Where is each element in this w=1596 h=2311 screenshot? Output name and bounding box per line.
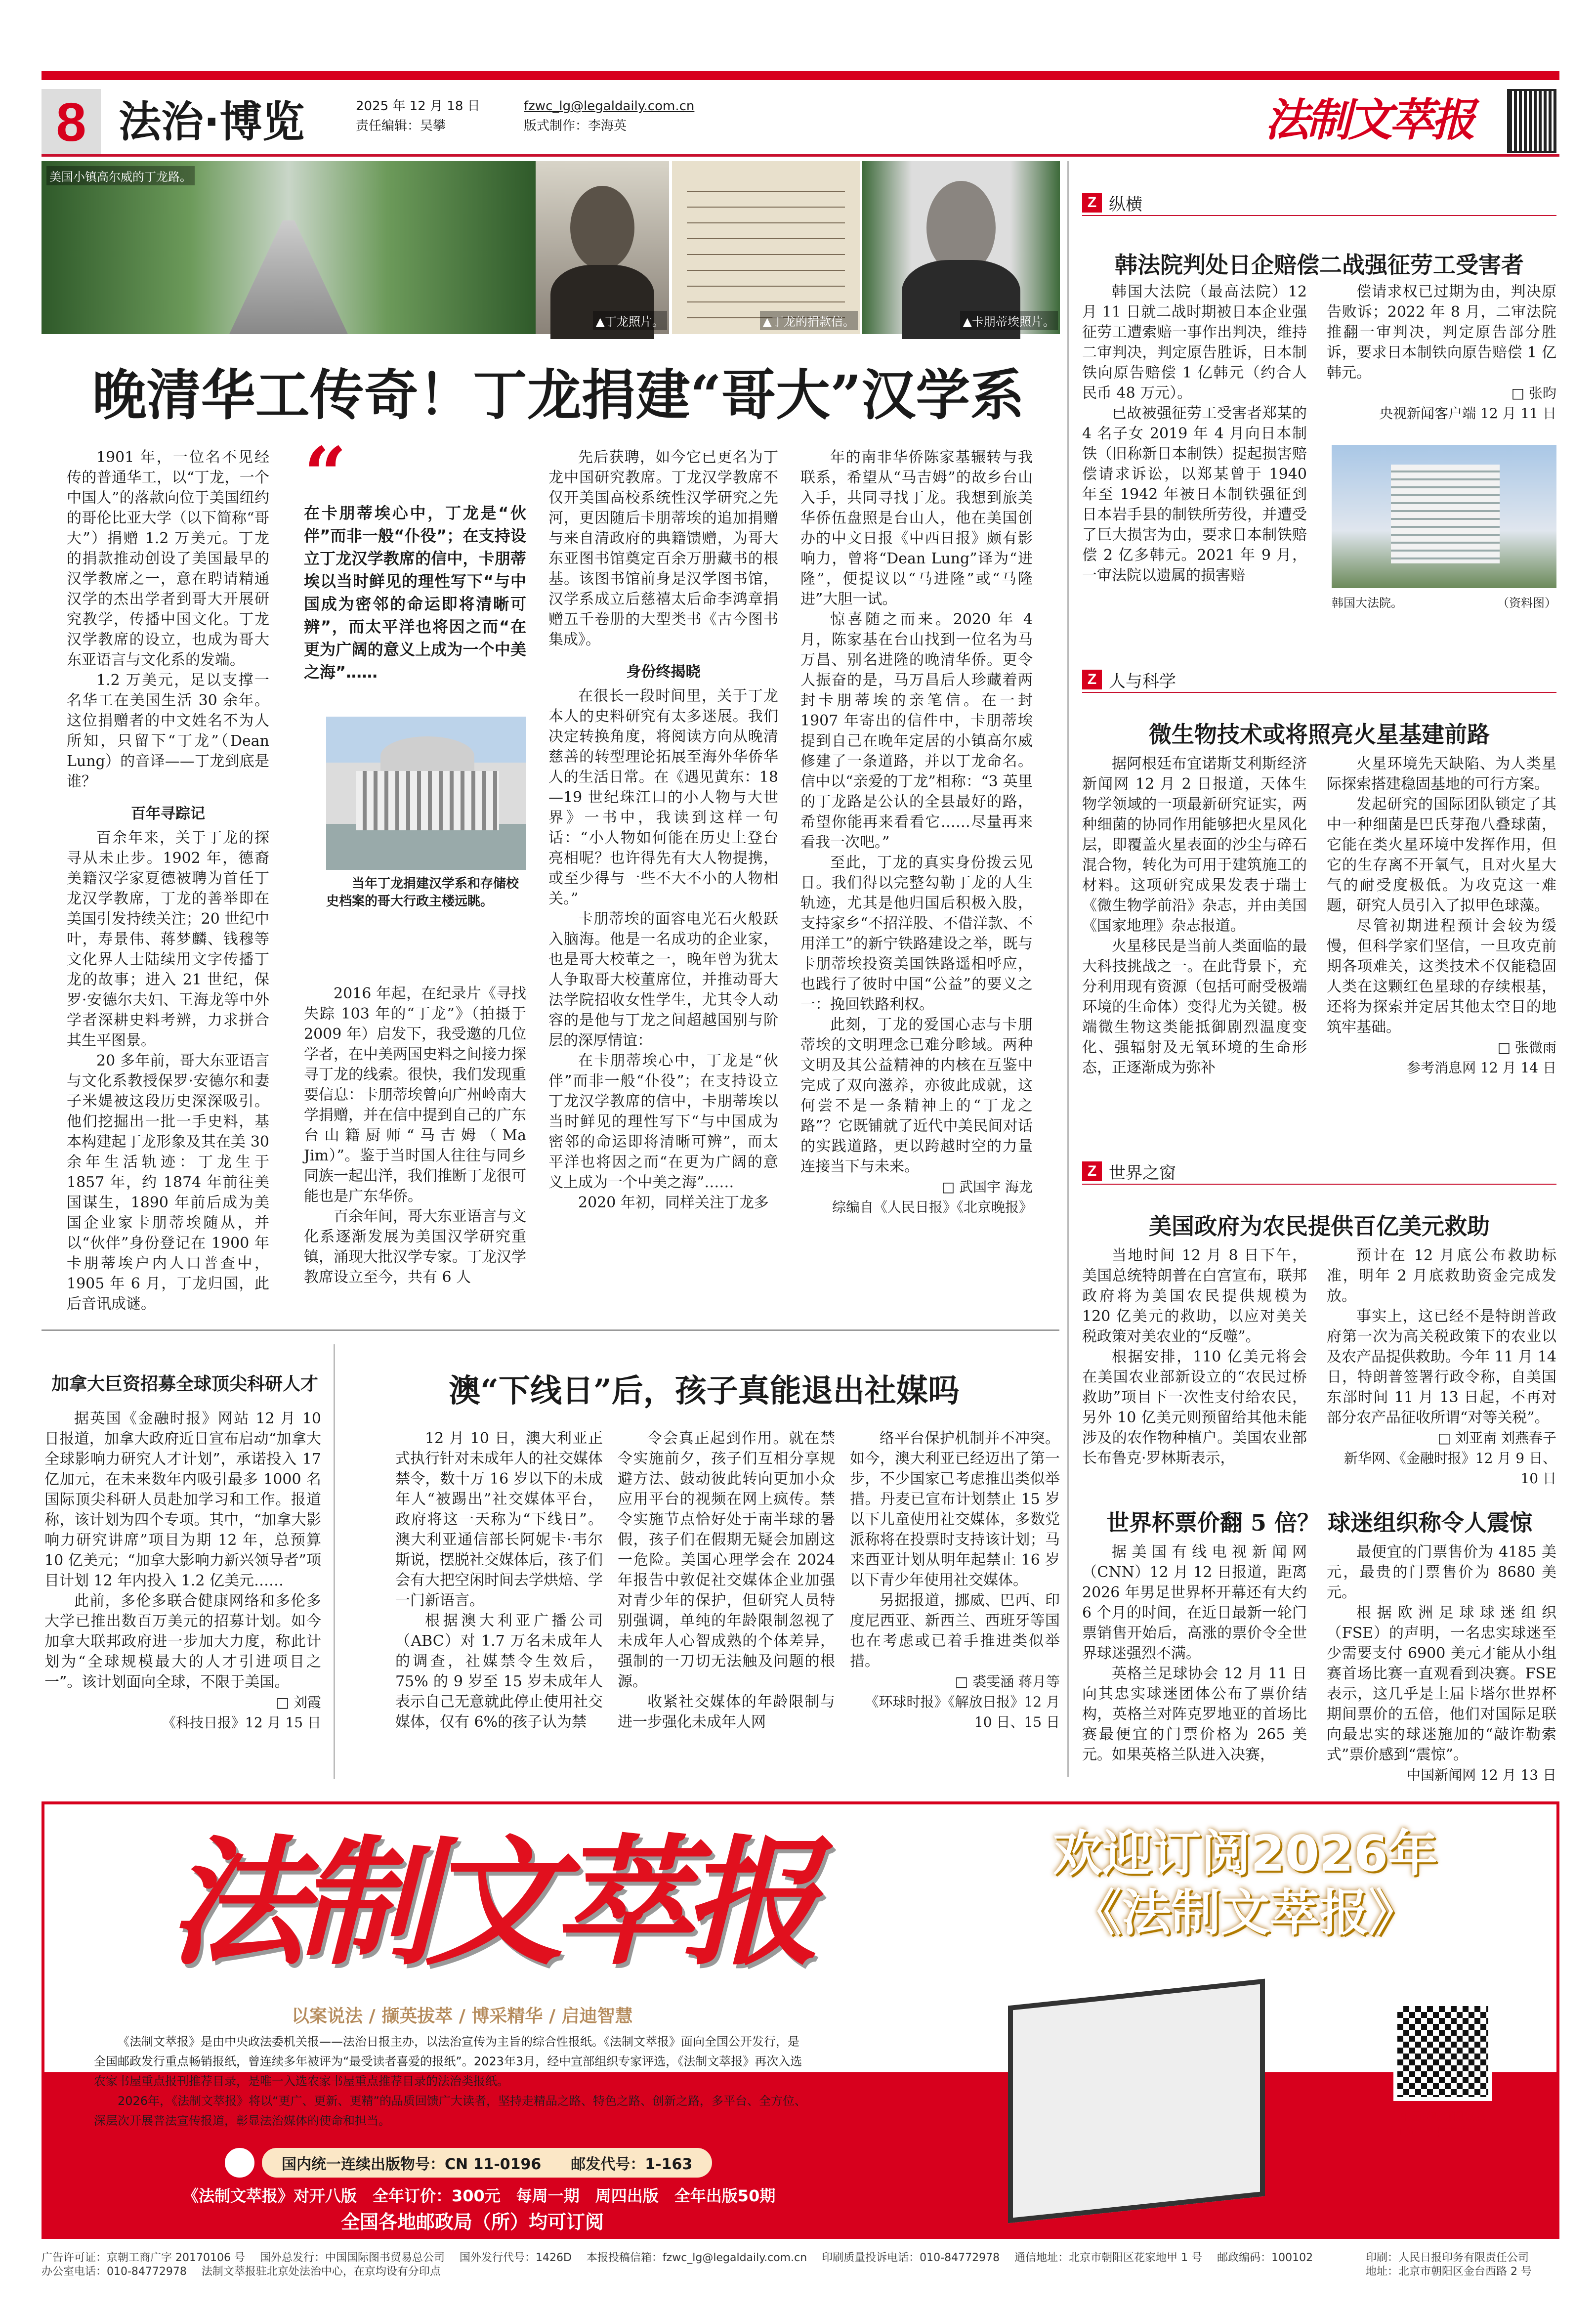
paragraph: 火星环境先天缺陷、为人类星际探索搭建稳固基地的可行方案。	[1327, 755, 1556, 793]
ad-description: 《法制文萃报》是由中央政法委机关报——法治日报主办，以法治宣传为主旨的综合性报纸。《法制文萃报》面向全国公开发行，是全国邮政发行重点畅销报纸，曾连续多年被评为“最受读者喜爱的报纸”。2023年3月，经中宣部组织专家评选，《法制文萃报》再次入选农家书屋重点报刊推荐目录，是唯一入选农家书屋重点推荐目录的法治类报纸。 2026年，《法制文萃报》将以“更广、更新、更精”的品质回馈广大读者，坚持走精品之路、特色之路、创新之路，多平台、全方位、深层次开展普法宣传报道，彰显法治媒体的使命和担当。	[94, 2035, 806, 2128]
masthead-logo: 法制文萃报	[1265, 94, 1472, 146]
footer-item: 国外总发行：中国国际图书贸易总公司	[259, 2252, 445, 2264]
library-photo-caption: 当年丁龙捐建汉学系和存储校史档案的哥大行政主楼远眺。	[326, 876, 519, 909]
main-column-4	[800, 447, 1033, 1307]
dinglong-photo	[536, 161, 669, 334]
canada-column	[44, 1409, 321, 1779]
quote-mark-icon: “	[304, 431, 347, 518]
section-icon: Z	[1082, 1161, 1102, 1181]
subscription-ad	[42, 1801, 1559, 2239]
paragraph: 据美国有线电视新闻网（CNN）12 月 12 日报道，距离 2026 年男足世界杯开幕还有大约 6 个月的时间，在近日最新一轮门票销售开始后，高涨的票价令全世界球迷强烈不满。	[1082, 1543, 1307, 1662]
zongheng-headline: 韩法院判处日企赔偿二战强征劳工受害者	[1115, 252, 1524, 278]
science-headline: 微生物技术或将照亮火星基建前路	[1149, 721, 1490, 748]
australia-column-3	[850, 1428, 1060, 1779]
paragraph: 络平台保护机制并不冲突。如今，澳大利亚已经迈出了第一步，不少国家已考虑推出类似举措。丹麦已宣布计划禁止 15 岁以下儿童使用社交媒体，多数党派称将在投票时支持该计划；马来西亚计划从明年起禁止 16 岁以下青少年使用社交媒体。	[850, 1430, 1060, 1589]
pull-quote-text: 在卡朋蒂埃心中，丁龙是“伙伴”而非一般“仆役”；在支持设立丁龙汉学教席的信中，卡朋蒂埃以当时鲜见的理性写下“与中国成为密邻的命运即将清晰可辨”，而太平洋也将因之而“在更为广阔的意义上成为一个中美之海”……	[304, 504, 526, 682]
paragraph: 尽管初期进程预计会较为缓慢，但科学家们坚信，一旦攻克前期各项难关，这类技术不仅能稳固人类在这颗红色星球的存续根基，还将为探索并定居其他太空目的地筑牢基础。	[1327, 917, 1556, 1036]
paragraph: 百余年间，哥大东亚语言与文化系逐渐发展为美国汉学研究重镇，涌现大批汉学专家。丁龙汉学教席设立至今，共有 6 人	[304, 1208, 526, 1286]
ad-qr-code-icon	[1393, 2002, 1492, 2101]
footer-item: 办公室电话：010-84772978	[42, 2266, 187, 2278]
australia-column-2	[618, 1428, 835, 1779]
paragraph: 发起研究的国际团队锁定了其中一种细菌是巴氏芽孢八叠球菌，它能在类火星环境中发挥作用，但它的生存离不开氧气，且对火星大气的耐受度极低。为攻克这一难题，研究人员引入了拟甲色球藻。	[1327, 796, 1556, 914]
paragraph: 英格兰足球协会 12 月 11 日向其忠实球迷团体公布了票价结构，英格兰对阵克罗地亚的首场比赛最便宜的门票价格为 265 美元。如果英格兰队进入决赛，	[1082, 1665, 1307, 1763]
byline: □ 武国宇 海龙	[941, 1179, 1033, 1195]
source: 新华网、《金融时报》12 月 9 日、10 日	[1344, 1450, 1556, 1487]
world-column-1	[1082, 1245, 1307, 1478]
issue-meta	[356, 96, 480, 136]
section-header-zongheng	[1082, 190, 1556, 216]
photo-caption: ▲卡朋蒂埃照片。	[960, 311, 1058, 330]
paragraph: 当地时间 12 月 8 日下午，美国总统特朗普在白宫宣布，联邦政府将为美国农民提供规模为 120 亿美元的救助，以应对美关税政策对美农业的“反噬”。	[1082, 1247, 1307, 1345]
source: 央视新闻客户端 12 月 11 日	[1379, 405, 1556, 422]
road-photo	[42, 161, 536, 334]
paragraph: 惊喜随之而来。2020 年 4 月，陈家基在台山找到一位名为马万昌、别名进隆的晚清华侨。更令人振奋的是，马万昌后人珍藏着两封卡朋蒂埃的亲笔信。在一封 1907 年寄出的信件中，卡朋蒂埃提到自己在晚年定居的小镇高尔威修建了一条道路，并以丁龙命名。信中以“亲爱的丁龙”相称：“3 英里的丁龙路是公认的全县最好的路，希望你能再来看看它……尽量再来看我一次吧。”	[800, 611, 1033, 851]
subhead: 百年寻踪记	[131, 805, 205, 822]
section-label: 世界之窗	[1109, 1163, 1176, 1183]
byline: □ 刘霞	[276, 1694, 321, 1711]
section-divider	[42, 1329, 1059, 1331]
paragraph: 偿请求权已过期为由，判决原告败诉；2022 年 8 月，二审法院推翻一审判决，判定原告部分胜诉，要求日本制铁向原告赔偿 1 亿韩元。	[1327, 283, 1556, 382]
ad-subscribe: 全国各地邮政局（所）均可订阅	[341, 2211, 604, 2233]
section-icon: Z	[1082, 193, 1102, 213]
ad-publication-number: 国内统一连续出版物号：CN 11-0196 邮发代号：1-163	[262, 2148, 712, 2178]
science-column-1	[1082, 754, 1307, 1110]
paragraph: 卡朋蒂埃的面容电光石火般跃入脑海。他是一名成功的企业家，也是哥大校董之一，晚年曾为犹太人争取哥大校董席位，并推动哥大法学院招收女性学生，尤其令人动容的是他与丁龙之间超越国别与阶层的深厚情谊：	[548, 910, 778, 1049]
paragraph: 事实上，这已经不是特朗普政府第一次为高关税政策下的农业以及农产品提供救助。今年 11 月 14 日，特朗普签署行政令称，自美国东部时间 11 月 13 日起，不再对部分农产品征收所谓“对等关税”。	[1327, 1308, 1556, 1426]
footer-item: 通信地址：北京市朝阳区花家地甲 1 号	[1014, 2252, 1203, 2264]
ad-welcome: 欢迎订阅2026年 《法制文萃报》	[1052, 1825, 1438, 1942]
world-headline: 美国政府为农民提供百亿美元救助	[1149, 1213, 1490, 1240]
paragraph: 根据安排，110 亿美元将会在美国农业部新设立的“农民过桥救助”项目下一次性支付给农民，另外 10 亿美元则预留给其他未能涉及的农作物种植户。美国农业部长布鲁克·罗林斯表示，	[1082, 1348, 1307, 1467]
ad-logo: 法制文萃报	[168, 1822, 810, 1984]
letter-photo	[672, 161, 860, 334]
paragraph: 此前，多伦多联合健康网络和多伦多大学已推出数百万美元的招募计划。如今加拿大联邦政府进一步加大力度，称此计划为“全球规模最大的人才引进项目之一”。该计划面向全球，不限于美国。	[44, 1592, 321, 1691]
paragraph: 据英国《金融时报》网站 12 月 10 日报道，加拿大政府近日宣布启动“加拿大全球影响力研究人才计划”，承诺投入 17 亿加元，在未来数年内吸引最多 1000 名国际顶尖科研人员赴加学习和工作。报道称，该计划为四个专项。其中，“加拿大影响力研究讲席”项目为期 12 年，总预算 10 亿美元；“加拿大影响力新兴领导者”项目计划 12 年内投入 1.2 亿美元……	[44, 1410, 321, 1589]
zongheng-column-1	[1082, 282, 1307, 618]
australia-column-1	[395, 1428, 603, 1779]
footer-item: 广告许可证：京朝工商广字 20170106 号	[42, 2252, 245, 2264]
source: 参考消息网 12 月 14 日	[1407, 1060, 1556, 1076]
main-headline: 晚清华工传奇！丁龙捐建“哥大”汉学系	[92, 363, 1025, 427]
canada-headline: 加拿大巨资招募全球顶尖科研人才	[51, 1373, 318, 1394]
byline: □ 张微雨	[1497, 1039, 1556, 1056]
layout-credit: 版式制作：李海英	[524, 119, 627, 133]
paragraph: 令会真正起到作用。就在禁令实施前夕，孩子们互相分享规避方法、鼓动彼此转向更加小众应用平台的视频在网上疯传。禁令实施节点恰好处于南半球的暑假，孩子们在假期无疑会加剧这一危险。美国心理学会在 2024 年报告中敦促社交媒体企业加强对青少年的保护，但研究人员特别强调，单纯的年龄限制忽视了未成年人心智成熟的个体差异，强制的一刀切无法触及问题的根源。	[618, 1430, 835, 1690]
source: 综编自《人民日报》《北京晚报》	[832, 1199, 1033, 1215]
paragraph: 百余年来，关于丁龙的探寻从未止步。1902 年，德裔美籍汉学家夏德被聘为首任丁龙汉学教席，丁龙的善举即在美国引发持续关注；20 世纪中叶，寿景伟、蒋梦麟、钱穆等文化界人士陆续用文字传播丁龙的故事；进入 21 世纪，保罗·安德尔夫妇、王海龙等中外学者深耕史料考辨，力求拼合其生平图景。	[67, 829, 269, 1049]
zongheng-column-2	[1327, 282, 1556, 430]
byline: □ 刘亚南 刘燕春子	[1437, 1430, 1556, 1446]
paragraph: 先后获聘，如今它已更名为丁龙中国研究教席。丁龙汉学教席不仅开美国高校系统性汉学研究之先河，更因随后卡朋蒂埃的追加捐赠与来自清政府的典籍馈赠，为哥大东亚图书馆奠定百余万册藏书的根基。该图书馆前身是汉学图书馆，汉学系成立后慈禧太后命李鸿章捐赠五千卷册的大型类书《古今图书集成》。	[548, 449, 778, 648]
paragraph: 至此，丁龙的真实身份拨云见日。我们得以完整勾勒丁龙的人生轨迹，尤其是他归国后积极入股，支持家乡“不招洋股、不借洋款、不用洋工”的新宁铁路建设之举，既与卡朋蒂埃投资美国铁路遥相呼应，也践行了彼时中国“公益”的要义之一：挽回铁路利权。	[800, 854, 1033, 1013]
paragraph: 根据澳大利亚广播公司（ABC）对 1.7 万名未成年人的调查，社媒禁令生效后，75% 的 9 岁至 15 岁未成年人表示自己无意就此停止使用社交媒体，仅有 6%的孩子认为禁	[395, 1612, 603, 1731]
paragraph: 在卡朋蒂埃心中，丁龙是“伙伴”而非一般“仆役”；在支持设立丁龙汉学教席的信中，卡朋蒂埃以当时鲜见的理性写下“与中国成为密邻的命运即将清晰可辨”，而太平洋也将因之而“在更为广阔的意义上成为一个中美之海”……	[548, 1052, 778, 1191]
paragraph: 韩国大法院（最高法院）12 月 11 日就二战时期被日本企业强征劳工遭索赔一事作出判决，维持二审判决，判定原告胜诉，日本制铁向原告赔偿 1 亿韩元（约合人民币 48 万元）。	[1082, 283, 1307, 402]
section-label: 纵横	[1109, 194, 1142, 214]
column-rule	[334, 1344, 335, 1779]
email-link[interactable]: fzwc_lg@legaldaily.com.cn	[524, 99, 695, 114]
main-column-1	[67, 447, 269, 1313]
paragraph: 12 月 10 日，澳大利亚正式执行针对未成年人的社交媒体禁令，数十万 16 岁以下的未成年人“被踢出”社交媒体平台，政府将这一天称为“下线日”。澳大利亚通信部长阿妮卡·韦尔斯说，摆脱社交媒体后，孩子们会有大把空闲时间去学烘焙、学一门新语言。	[395, 1430, 603, 1609]
ad-newspaper-image	[1008, 1979, 1265, 2224]
footer-item: 印刷质量投诉电话：010-84772978	[822, 2252, 1000, 2264]
paragraph: 预计在 12 月底公布救助标准，明年 2 月底救助资金完成发放。	[1327, 1247, 1556, 1305]
section-title: 法治·博览	[119, 97, 305, 147]
paragraph: 2020 年初，同样关注丁龙多	[578, 1194, 769, 1211]
main-column-2	[304, 984, 526, 1307]
library-photo	[326, 717, 526, 870]
paragraph: 已故被强征劳工受害者郑某的 4 名子女 2019 年 4 月向日本制铁（旧称新日本制铁）提起损害赔偿请求诉讼，以郑某曾于 1940 年至 1942 年被日本制铁强征到日本岩手县的制铁所劳役，并遭受了巨大损害为由，要求日本制铁赔偿 2 亿多韩元。2021 年 9 月，一审法院以遗属的损害赔	[1082, 405, 1307, 584]
contact-meta	[524, 96, 694, 136]
section-header-science	[1082, 667, 1556, 693]
paragraph: 20 多年前，哥大东亚语言与文化系教授保罗·安德尔和妻子米媞被这段历史深深吸引。他们挖掘出一批一手史料，基本构建起丁龙形象及其在美 30 余年生活轨迹：丁龙生于 1857 年，约 1874 年前往美国谋生，1890 年前后成为美国企业家卡朋蒂埃随从，并以“伙伴”身份登记在 1900 年卡朋蒂埃户内人口普查中，1905 年 6 月，丁龙归国，此后音讯成谜。	[67, 1052, 269, 1313]
carpentier-photo	[862, 161, 1060, 334]
paragraph: 根据欧洲足球球迷组织（FSE）的声明，一名忠实球迷至少需要支付 6900 美元才能从小组赛首场比赛一直观看到决赛。FSE 表示，这几乎是上届卡塔尔世界杯期间票价的五倍，他们对国际足联向最忠实的球迷施加的“敲诈勒索式”票价感到“震惊”。	[1327, 1604, 1556, 1763]
section-icon: Z	[1082, 670, 1102, 689]
worldcup-headline: 世界杯票价翻 5 倍？ 球迷组织称令人震惊	[1106, 1509, 1533, 1536]
paragraph: 收紧社交媒体的年龄限制与进一步强化未成年人网	[618, 1693, 835, 1731]
byline: □ 裘雯涵 蒋月等	[955, 1673, 1060, 1690]
paragraph: 1901 年，一位名不见经传的普通华工，以“丁龙，一个中国人”的落款向位于美国纽约的哥伦比亚大学（以下简称“哥大”）捐赠 1.2 万美元。丁龙的捐款推动创设了美国最早的汉学教席之一，意在聘请精通汉学的杰出学者到哥大开展研究教学，传播中国文化。丁龙汉学教席的设立，也成为哥大东亚语言与文化系的发端。	[67, 449, 269, 669]
qr-code-icon	[1507, 89, 1556, 153]
column-rule	[1067, 161, 1069, 1777]
pull-quote	[304, 431, 526, 684]
court-photo	[1332, 445, 1556, 588]
footer-items	[42, 2251, 1336, 2279]
paragraph: 最便宜的门票售价为 4185 美元，最贵的门票售价为 8680 美元。	[1327, 1543, 1556, 1601]
worldcup-column-2	[1327, 1542, 1556, 1783]
science-column-2	[1327, 754, 1556, 1110]
subhead: 身份终揭晓	[626, 663, 701, 681]
ad-price: 《法制文萃报》对开八版 全年订价：300元 每周一期 周四出版 全年出版50期	[183, 2186, 776, 2205]
ad-hotline: 中国邮政订阅热线 010-84772978	[1387, 2111, 1499, 2140]
paragraph: 年的南非华侨陈家基辗转与我联系，希望从“马吉姆”的故乡台山入手，共同寻找丁龙。我想到旅美华侨伍盘照是台山人，他在美国创办的中文日报《中西日报》颇有影响力，曾将“Dean Lung”译为“进隆”，便提议以“马进隆”或“马隆进”大胆一试。	[800, 449, 1033, 608]
editor: 责任编辑：吴攀	[356, 119, 446, 133]
source: 《科技日报》12 月 15 日	[162, 1714, 321, 1731]
paragraph: 在很长一段时间里，关于丁龙本人的史料研究有太多迷展。我们决定转换角度，将阅读方向从晚清慈善的转型理论拓展至海外华侨华人的生活日常。在《遇见黄东：18—19 世纪珠江口的小人物与大世界》一书中，我读到这样一句话：“小人物如何能在历史上登台亮相呢？也许得先有大人物提携，或至少得与一些不大不小的人物相关。”	[548, 687, 778, 907]
paragraph: 此刻，丁龙的爱国心志与卡朋蒂埃的文明理念已难分畛域。两种文明及其公益精神的内核在互鉴中完成了双向滋养，亦彼此成就，这何尝不是一条精神上的“丁龙之路”？它既铺就了近代中美民间对话的实践道路，更以跨越时空的力量连接当下与未来。	[800, 1016, 1033, 1175]
byline: □ 张昀	[1511, 385, 1556, 401]
paragraph: 1.2 万美元，足以支撑一名华工在美国生活 30 余年。这位捐赠者的中文姓名不为人所知，只留下“丁龙”（Dean Lung）的音译——丁龙到底是谁？	[67, 672, 269, 790]
footer-item: 法制文萃报驻北京处法治中心，在京均设有分印点	[201, 2266, 441, 2278]
photo-caption: ▲丁龙的捐款信。	[760, 311, 858, 330]
top-red-bar	[42, 71, 1559, 80]
ad-emblem-icon	[222, 2145, 257, 2180]
australia-headline: 澳“下线日”后，孩子真能退出社媒吗	[449, 1372, 960, 1410]
photo-caption: 美国小镇高尔威的丁龙路。	[46, 166, 195, 185]
source: 《环球时报》《解放日报》12 月 10 日、15 日	[865, 1694, 1060, 1730]
paragraph: 火星移民是当前人类面临的最大科技挑战之一。在此背景下，充分利用现有资源（包括可耐受极端环境的生命体）变得尤为关键。极端微生物这类能抵御剧烈温度变化、强辐射及无氧环境的生命形态，正逐渐成为弥补	[1082, 938, 1307, 1076]
world-column-2	[1327, 1245, 1556, 1487]
ad-slogan: 以案说法 / 撷英拔萃 / 博采精华 / 启迪智慧	[292, 2006, 633, 2026]
paragraph: 据阿根廷布宜诺斯艾利斯经济新闻网 12 月 2 日报道，天体生物学领域的一项最新研究证实，两种细菌的协同作用能够把火星风化层，即覆盖火星表面的沙尘与碎石混合物，转化为可用于建筑施工的材料。这项研究成果发表于瑞士《微生物学前沿》杂志，并由美国《国家地理》杂志报道。	[1082, 755, 1307, 935]
section-header-world	[1082, 1159, 1556, 1185]
footer-email[interactable]: 本报投稿信箱：fzwc_lg@legaldaily.com.cn	[586, 2252, 807, 2264]
issue-date: 2025 年 12 月 18 日	[356, 99, 480, 114]
main-column-3	[548, 447, 778, 1307]
photo-caption: ▲丁龙照片。	[593, 311, 667, 330]
court-photo-caption: 韩国大法院。 （资料图）	[1332, 596, 1556, 610]
footer-item: 国外发行代号：1426D	[459, 2252, 572, 2264]
printer-info: 印刷：人民日报印务有限责任公司 地址：北京市朝阳区金台西路 2 号	[1366, 2252, 1532, 2278]
worldcup-column-1	[1082, 1542, 1307, 1779]
paragraph: 另据报道，挪威、巴西、印度尼西亚、新西兰、西班牙等国也在考虑或已着手推进类似举措。	[850, 1592, 1060, 1670]
source: 中国新闻网 12 月 13 日	[1407, 1767, 1556, 1783]
header-divider	[42, 154, 1559, 157]
section-label: 人与科学	[1109, 671, 1176, 691]
page-number: 8	[42, 89, 101, 156]
paragraph: 2016 年起，在纪录片《寻找失踪 103 年的“丁龙”》（拍摄于 2009 年）启发下，我受邀的几位学者，在中美两国史料之间接力探寻丁龙的线索。很快，我们发现重要信息：卡朋蒂埃曾向广州岭南大学捐赠，并在信中提到自己的广东台山籍厨师“马吉姆（Ma Jim）”。鉴于当时国人往往与同乡同族一起出洋，我们推断丁龙很可能也是广东华侨。	[304, 985, 526, 1205]
footer-item: 邮政编码：100102	[1217, 2252, 1313, 2264]
